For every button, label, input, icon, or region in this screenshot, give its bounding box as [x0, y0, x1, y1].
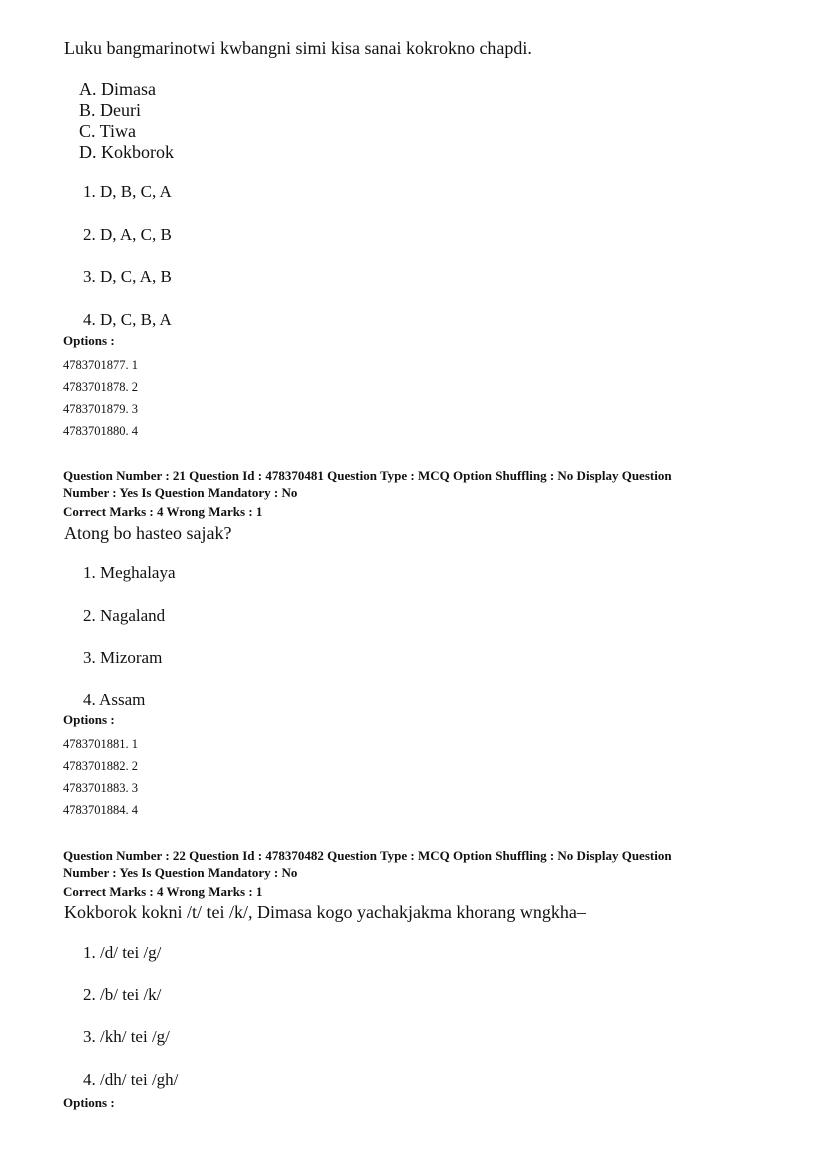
option-id: 4783701877. 1: [63, 358, 138, 372]
question-21-choice-4: 4. Assam: [83, 690, 146, 709]
list-item: D. Kokborok: [79, 142, 174, 162]
question-21-choice-3: 3. Mizoram: [83, 648, 163, 667]
question-22-marks: Correct Marks : 4 Wrong Marks : 1: [63, 884, 263, 899]
question-22-choice-1: 1. /d/ tei /g/: [83, 943, 162, 962]
question-21-stem: Atong bo hasteo sajak?: [64, 523, 232, 543]
question-20-choice-2: 2. D, A, C, B: [83, 225, 172, 244]
question-21-meta: [63, 467, 763, 501]
question-20-choice-1: 1. D, B, C, A: [83, 182, 172, 201]
question-22-choice-3: 3. /kh/ tei /g/: [83, 1027, 170, 1046]
list-item: A. Dimasa: [79, 79, 156, 99]
question-21-marks: Correct Marks : 4 Wrong Marks : 1: [63, 504, 263, 519]
list-item: B. Deuri: [79, 100, 141, 120]
options-label: Options :: [63, 333, 115, 348]
question-22-meta: [63, 847, 763, 881]
question-21-choice-1: 1. Meghalaya: [83, 563, 176, 582]
question-21-meta-line1: Question Number : 21 Question Id : 478370481 Question Type : MCQ Option Shuffling : No Display Question: [63, 468, 672, 483]
option-id: 4783701878. 2: [63, 380, 138, 394]
option-id: 4783701883. 3: [63, 781, 138, 795]
question-22-meta-line2: Number : Yes Is Question Mandatory : No: [63, 865, 298, 880]
question-20-choice-4: 4. D, C, B, A: [83, 310, 172, 329]
option-id: 4783701882. 2: [63, 759, 138, 773]
question-20-option-ids: [63, 354, 138, 442]
question-20-list: [79, 79, 174, 163]
options-label: Options :: [63, 712, 115, 727]
question-22-choice-4: 4. /dh/ tei /gh/: [83, 1070, 179, 1089]
question-20-choice-3: 3. D, C, A, B: [83, 267, 172, 286]
question-22-choice-2: 2. /b/ tei /k/: [83, 985, 162, 1004]
option-id: 4783701879. 3: [63, 402, 138, 416]
options-label: Options :: [63, 1095, 115, 1110]
question-21-meta-line2: Number : Yes Is Question Mandatory : No: [63, 485, 298, 500]
option-id: 4783701880. 4: [63, 424, 138, 438]
question-21-choice-2: 2. Nagaland: [83, 606, 166, 625]
question-21-option-ids: [63, 733, 138, 821]
question-22-stem: Kokborok kokni /t/ tei /k/, Dimasa kogo yachakjakma khorang wngkha–: [64, 902, 586, 922]
question-20-stem: Luku bangmarinotwi kwbangni simi kisa sanai kokrokno chapdi.: [64, 38, 532, 58]
list-item: C. Tiwa: [79, 121, 137, 141]
option-id: 4783701884. 4: [63, 803, 138, 817]
question-22-meta-line1: Question Number : 22 Question Id : 478370482 Question Type : MCQ Option Shuffling : No Display Question: [63, 848, 672, 863]
option-id: 4783701881. 1: [63, 737, 138, 751]
